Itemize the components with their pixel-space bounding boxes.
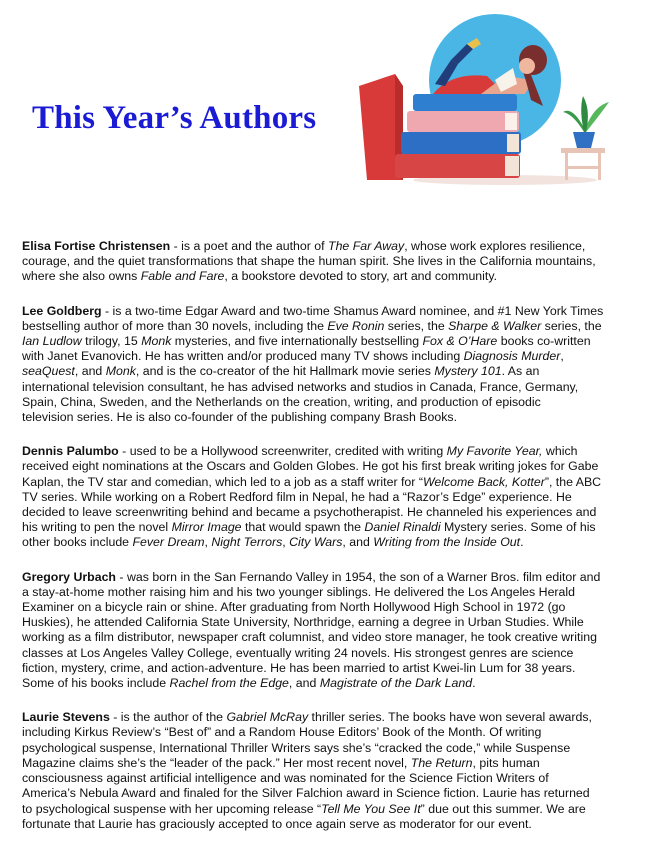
bio-text: ” due out this summer. We are fortunate that Laurie has graciously accepted to once again serve as moderator for our event. (22, 801, 586, 831)
bio-text: - is the author of the (109, 710, 227, 725)
italic-title: Fever Dream (132, 535, 205, 550)
bio-text: , (204, 535, 212, 550)
author-bio (22, 710, 624, 832)
bio-text: series, the (544, 318, 602, 333)
italic-title: Rachel from the Edge (169, 676, 289, 691)
author-bio (22, 239, 624, 285)
italic-title: Mystery 101 (434, 364, 502, 379)
woman-reading-on-books-illustration (355, 14, 620, 186)
italic-title: Fox & O’Hare (422, 334, 498, 349)
italic-title: The Far Away (328, 239, 405, 253)
author-bio (22, 304, 624, 426)
italic-title: Diagnosis Murder (463, 349, 561, 364)
bio-text: . (520, 535, 524, 550)
italic-title: Tell Me You See It (321, 801, 421, 816)
italic-title: Welcome Back, Kotter (422, 474, 545, 489)
bio-text: , and (74, 364, 106, 379)
italic-title: Monk (141, 334, 172, 349)
bio-text: - was born in the San Fernando Valley in 1954, the son of a Warner Bros. film editor and a stay-at-home mother raising him and his two younger siblings. He delivered the Los Angeles Herald Examiner on a bicycle rain or shine. After graduating from North Hollywood High School in 1972 (go Huskies), he attended California State University, Northridge, earning a degree in Urban Studies. While working as a film distributor, newspaper craft columnist, and video store manager, he took creative writing classes at Los Angeles Valley College, eventually writing 24 novels. His strongest genres are science fiction, mystery, crime, and action-adventure. He has been married to artist Kwei-lin Lum for 38 years. Some of his books include (22, 569, 601, 691)
bio-text: - is a two-time Edgar Award and two-time Shamus Award nominee, and #1 New York Times bestselling author of more than 30 novels, including the (22, 303, 604, 333)
italic-title: Eve Ronin (327, 318, 385, 333)
bio-text: series, the (384, 318, 449, 333)
author-bio (22, 570, 624, 692)
bio-text: , and (288, 676, 320, 691)
reading-illustration (355, 14, 620, 186)
italic-title: The Return (410, 755, 473, 770)
bio-text: , (282, 535, 290, 550)
bio-text: trilogy, 15 (81, 334, 142, 349)
bio-text: , a bookstore devoted to story, art and community. (224, 269, 498, 284)
author-bio (22, 444, 624, 550)
author-name: Elisa Fortise Christensen (22, 239, 171, 253)
bio-text: , pits human consciousness against artificial intelligence and was nominated for the Science Fiction Writers of America’s Nebula Award and finaled for the Silver Falchion award in Science fiction. Laurie has returned to psychological suspense with her upcoming release “ (22, 755, 590, 816)
italic-title: Magistrate of the Dark Land (319, 676, 473, 691)
author-name: Gregory Urbach (22, 569, 116, 584)
bio-text: books co-written with Janet Evanovich. He has written and/or produced many TV shows including (22, 334, 591, 364)
italic-title: seaQuest (22, 364, 75, 379)
bio-text: . (472, 676, 476, 691)
bio-text: , and is the co-creator of the hit Hallmark movie series (135, 364, 435, 379)
bio-text: that would spawn the (241, 520, 365, 535)
bio-text: Mystery series. Some of his other books include (22, 520, 596, 550)
author-name: Laurie Stevens (22, 710, 110, 725)
page-title: This Year’s Authors (32, 100, 317, 136)
author-list (22, 239, 624, 851)
italic-title: Gabriel McRay (226, 710, 309, 725)
bio-text: mysteries, and five internationally bestselling (171, 334, 423, 349)
italic-title: Ian Ludlow (22, 334, 82, 349)
bio-text: - used to be a Hollywood screenwriter, credited with writing (118, 444, 447, 459)
italic-title: Daniel Rinaldi (364, 520, 441, 535)
bio-text: - is a poet and the author of (170, 239, 329, 253)
bio-text: , (560, 349, 564, 364)
bio-text: , whose work explores resilience, courage, and the quiet transformations that shape the human spirit. She lives in the California mountains, where she also owns (22, 239, 596, 284)
bio-text: thriller series. The books have won several awards, including Kirkus Review’s “Best of” and a Random House Editors’ Book of the Month. Of writing psychological suspense, International Thriller Writers says she’s “cracked the code,” while Suspense Magazine claims she’s the “leader of the pack.” Her most recent novel, (22, 710, 592, 770)
bio-text: , and (342, 535, 374, 550)
author-name: Dennis Palumbo (22, 444, 119, 459)
bio-text: . As an international television consultant, he has advised networks and studios in Canada, France, Germany, Spain, China, Sweden, and the Netherlands on the creation, writing, and production of episodic television series. He is also co-founder of the publishing company Brash Books. (22, 364, 579, 425)
author-name: Lee Goldberg (22, 303, 102, 318)
italic-title: Writing from the Inside Out (373, 535, 521, 550)
bio-text: which received eight nominations at the Oscars and Golden Globes. He got his first break writing jokes for Gabe Kaplan, the TV star and comedian, which led to a job as a staff writer for “ (22, 444, 599, 489)
italic-title: Sharpe & Walker (448, 318, 542, 333)
italic-title: Mirror Image (171, 520, 242, 535)
italic-title: My Favorite Year, (446, 444, 543, 459)
italic-title: City Wars (289, 535, 343, 550)
bio-text: ”, the ABC TV series. While working on a Robert Redford film in Nepal, he had a “Razor’s Edge” experience. He decided to leave screenwriting behind and became a psychotherapist. He channeled his experiences and his writing to pen the novel (22, 474, 602, 535)
italic-title: Monk (105, 364, 136, 379)
italic-title: Fable and Fare (140, 269, 225, 284)
italic-title: Night Terrors (211, 535, 283, 550)
